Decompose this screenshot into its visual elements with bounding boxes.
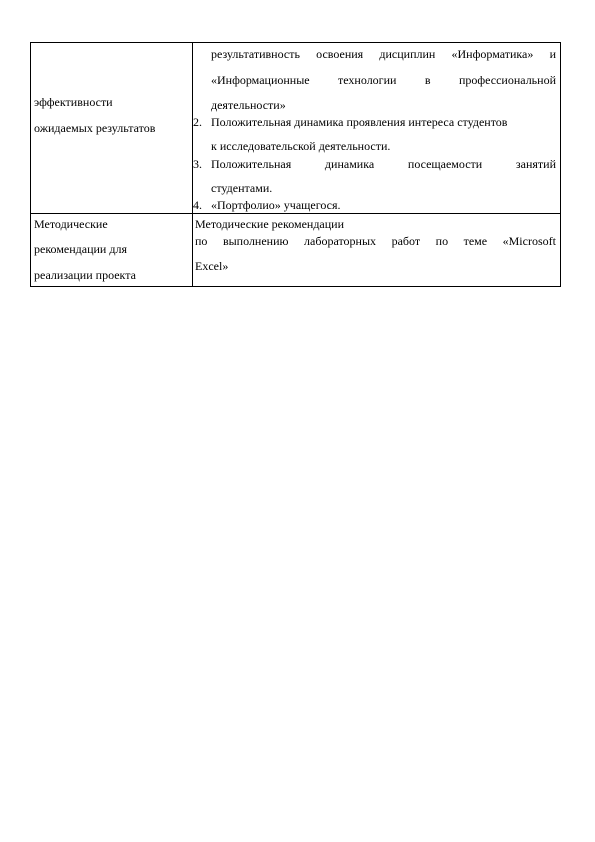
criteria-cell	[31, 214, 193, 286]
materials-cell	[193, 214, 560, 286]
results-line: «Информационные технологии в профессиональной	[211, 73, 556, 87]
results-line: деятельности»	[211, 98, 286, 112]
criteria-line: рекомендации для	[34, 242, 127, 256]
list-item: к исследовательской деятельности.	[211, 139, 391, 153]
list-number: 3.	[193, 157, 202, 171]
list-number: 4.	[193, 198, 202, 212]
materials-line: Excel»	[195, 259, 229, 273]
list-item: «Портфолио» учащегося.	[211, 198, 341, 212]
criteria-line: эффективности	[34, 95, 113, 109]
results-line: результативность освоения дисциплин «Информатика» и	[211, 47, 556, 61]
materials-line: Методические рекомендации	[195, 217, 345, 231]
list-item: студентами.	[211, 181, 273, 195]
list-item: Положительная динамика проявления интереса студентов	[211, 115, 508, 129]
project-table	[30, 42, 561, 287]
materials-line: по выполнению лабораторных работ по теме «Microsoft	[195, 234, 556, 248]
table-row	[31, 213, 560, 286]
criteria-cell	[31, 43, 193, 213]
criteria-line: ожидаемых результатов	[34, 121, 156, 135]
criteria-line: реализации проекта	[34, 268, 136, 282]
list-item: Положительная динамика посещаемости занятий	[211, 157, 556, 171]
list-number: 2.	[193, 115, 202, 129]
results-cell	[193, 43, 560, 213]
table-row	[31, 43, 560, 213]
criteria-line: Методические	[34, 217, 108, 231]
